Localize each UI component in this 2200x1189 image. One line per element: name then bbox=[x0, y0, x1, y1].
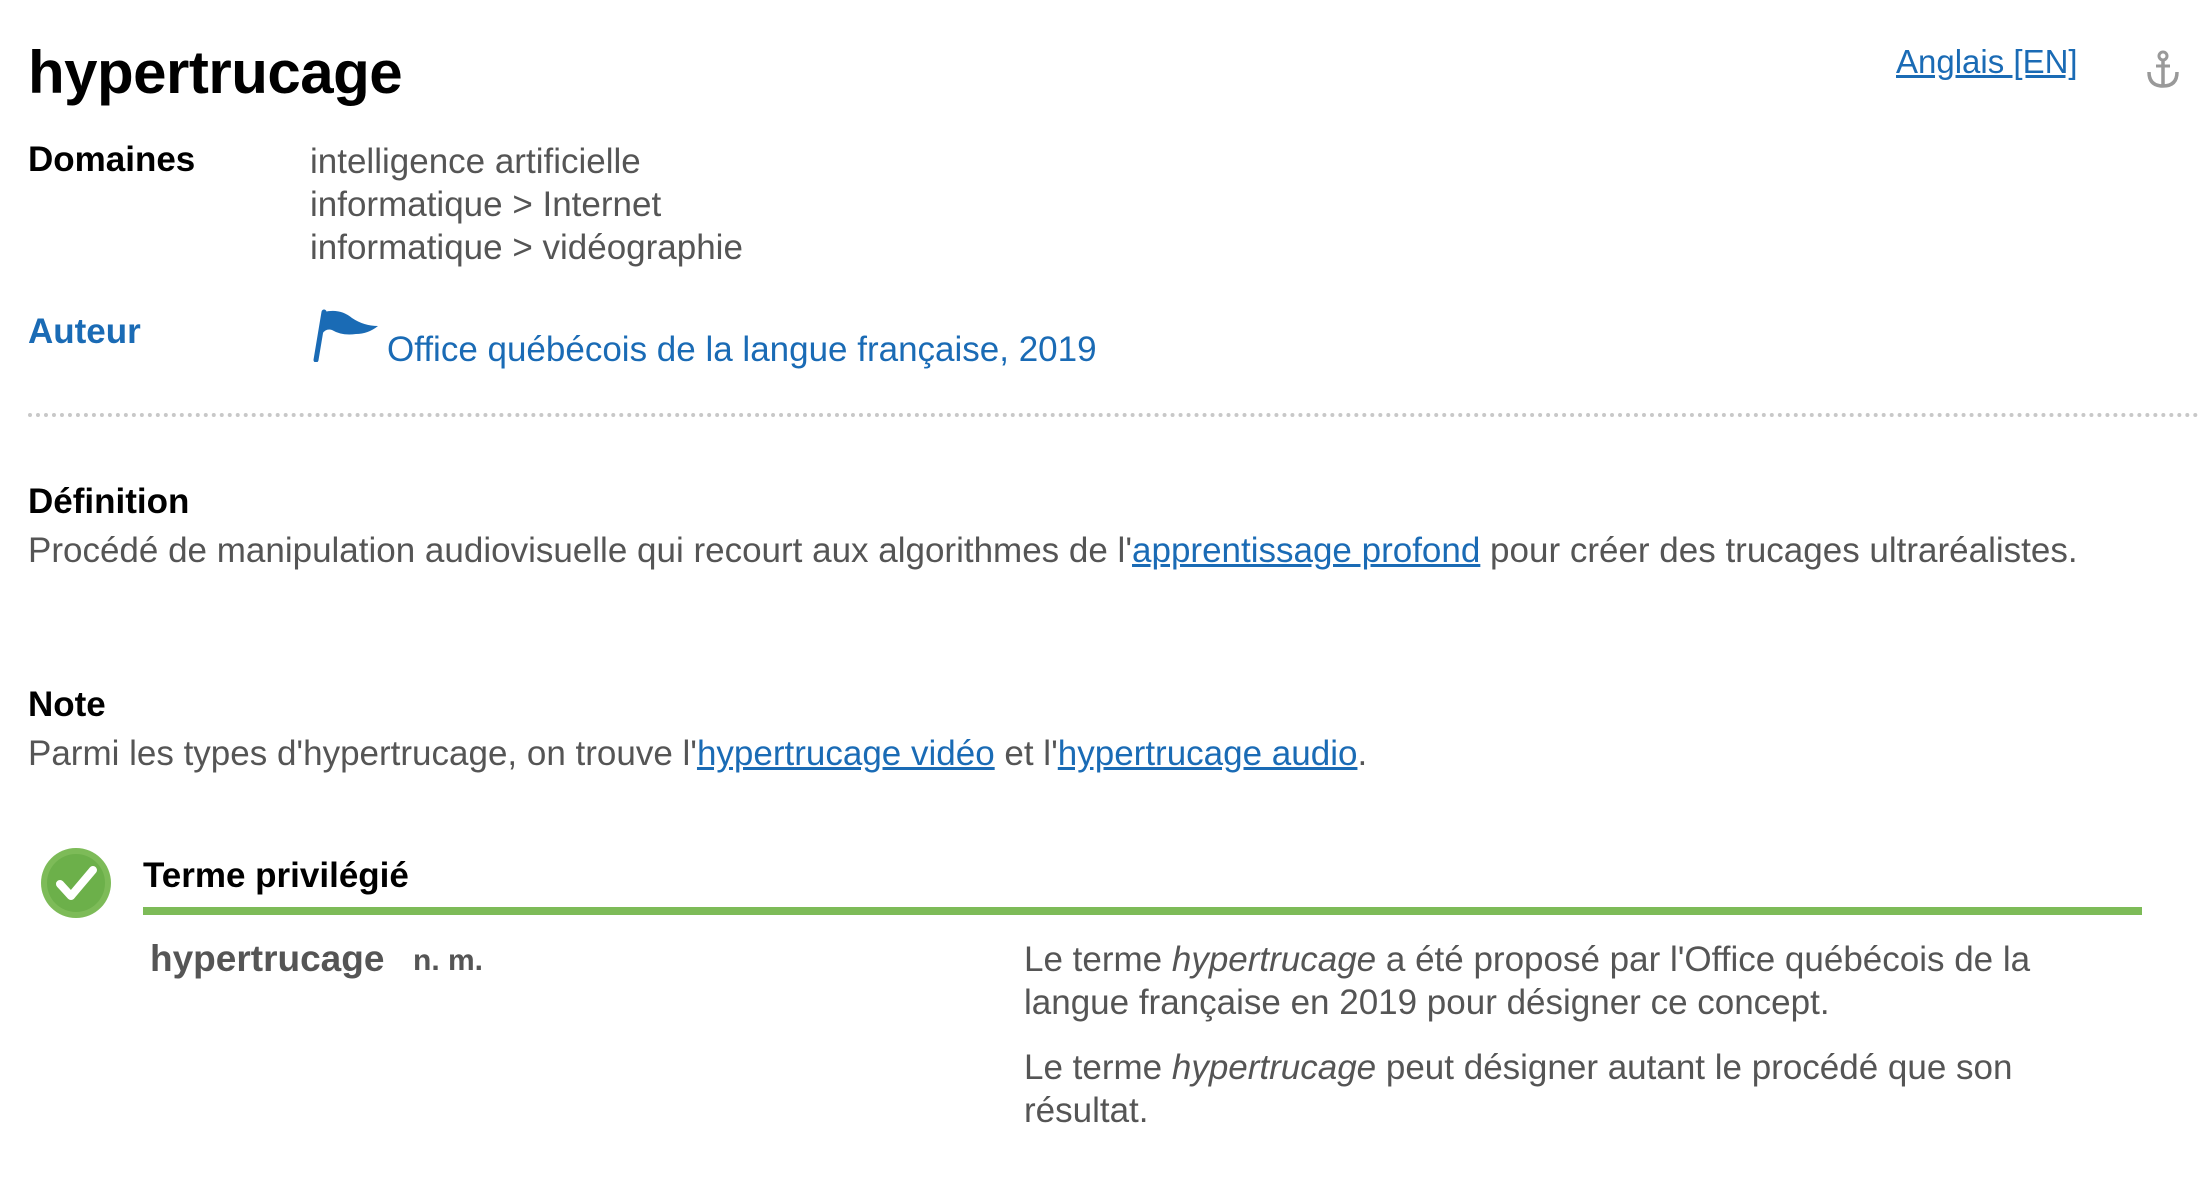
author-link[interactable]: Office québécois de la langue française, 2019 bbox=[387, 330, 1097, 369]
note-text bbox=[28, 729, 2128, 778]
note-text-part: . bbox=[1357, 734, 1368, 773]
term-note-part: Le terme bbox=[1024, 1048, 1172, 1087]
domain-list bbox=[310, 140, 743, 269]
author-label: Auteur bbox=[28, 312, 141, 351]
preferred-term-label: Terme privilégié bbox=[143, 856, 409, 895]
note-text-part: Parmi les types d'hypertrucage, on trouve l' bbox=[28, 734, 697, 773]
term-note-part: Le terme bbox=[1024, 940, 1172, 979]
term-note-2 bbox=[1024, 1046, 2134, 1132]
term-note-italic: hypertrucage bbox=[1171, 940, 1377, 979]
note-label: Note bbox=[28, 685, 106, 724]
term-note-part: a été proposé par l'Office québécois de la langue française en 2019 pour désigner ce concept. bbox=[1024, 940, 2031, 1022]
page-title: hypertrucage bbox=[28, 39, 403, 106]
domain-item: intelligence artificielle bbox=[310, 142, 641, 181]
flag-icon bbox=[310, 308, 380, 362]
apprentissage-profond-link[interactable]: apprentissage profond bbox=[1132, 531, 1481, 570]
note-text-part: et l' bbox=[994, 734, 1058, 773]
definition-text bbox=[28, 526, 2128, 575]
term-note-1 bbox=[1024, 938, 2134, 1024]
section-divider bbox=[28, 413, 2200, 417]
definition-label: Définition bbox=[28, 482, 190, 521]
check-circle-icon bbox=[40, 847, 112, 919]
term-note-italic: hypertrucage bbox=[1171, 1048, 1377, 1087]
term-note-part: peut désigner autant le procédé que son résultat. bbox=[1024, 1048, 2013, 1130]
language-english-link[interactable]: Anglais [EN] bbox=[1896, 43, 2078, 80]
hypertrucage-video-link[interactable]: hypertrucage vidéo bbox=[696, 734, 995, 773]
hypertrucage-audio-link[interactable]: hypertrucage audio bbox=[1057, 734, 1358, 773]
domain-item: informatique > vidéographie bbox=[310, 228, 743, 267]
domain-item: informatique > Internet bbox=[310, 185, 662, 224]
preferred-term-rule bbox=[143, 907, 2142, 915]
definition-text-part: Procédé de manipulation audiovisuelle qui recourt aux algorithmes de l' bbox=[28, 531, 1133, 570]
domains-label: Domaines bbox=[28, 140, 196, 179]
grammar-tag: n. m. bbox=[413, 944, 484, 977]
definition-text-part: pour créer des trucages ultraréalistes. bbox=[1480, 531, 2078, 570]
anchor-icon[interactable] bbox=[2146, 50, 2180, 90]
preferred-term: hypertrucage bbox=[150, 938, 385, 979]
